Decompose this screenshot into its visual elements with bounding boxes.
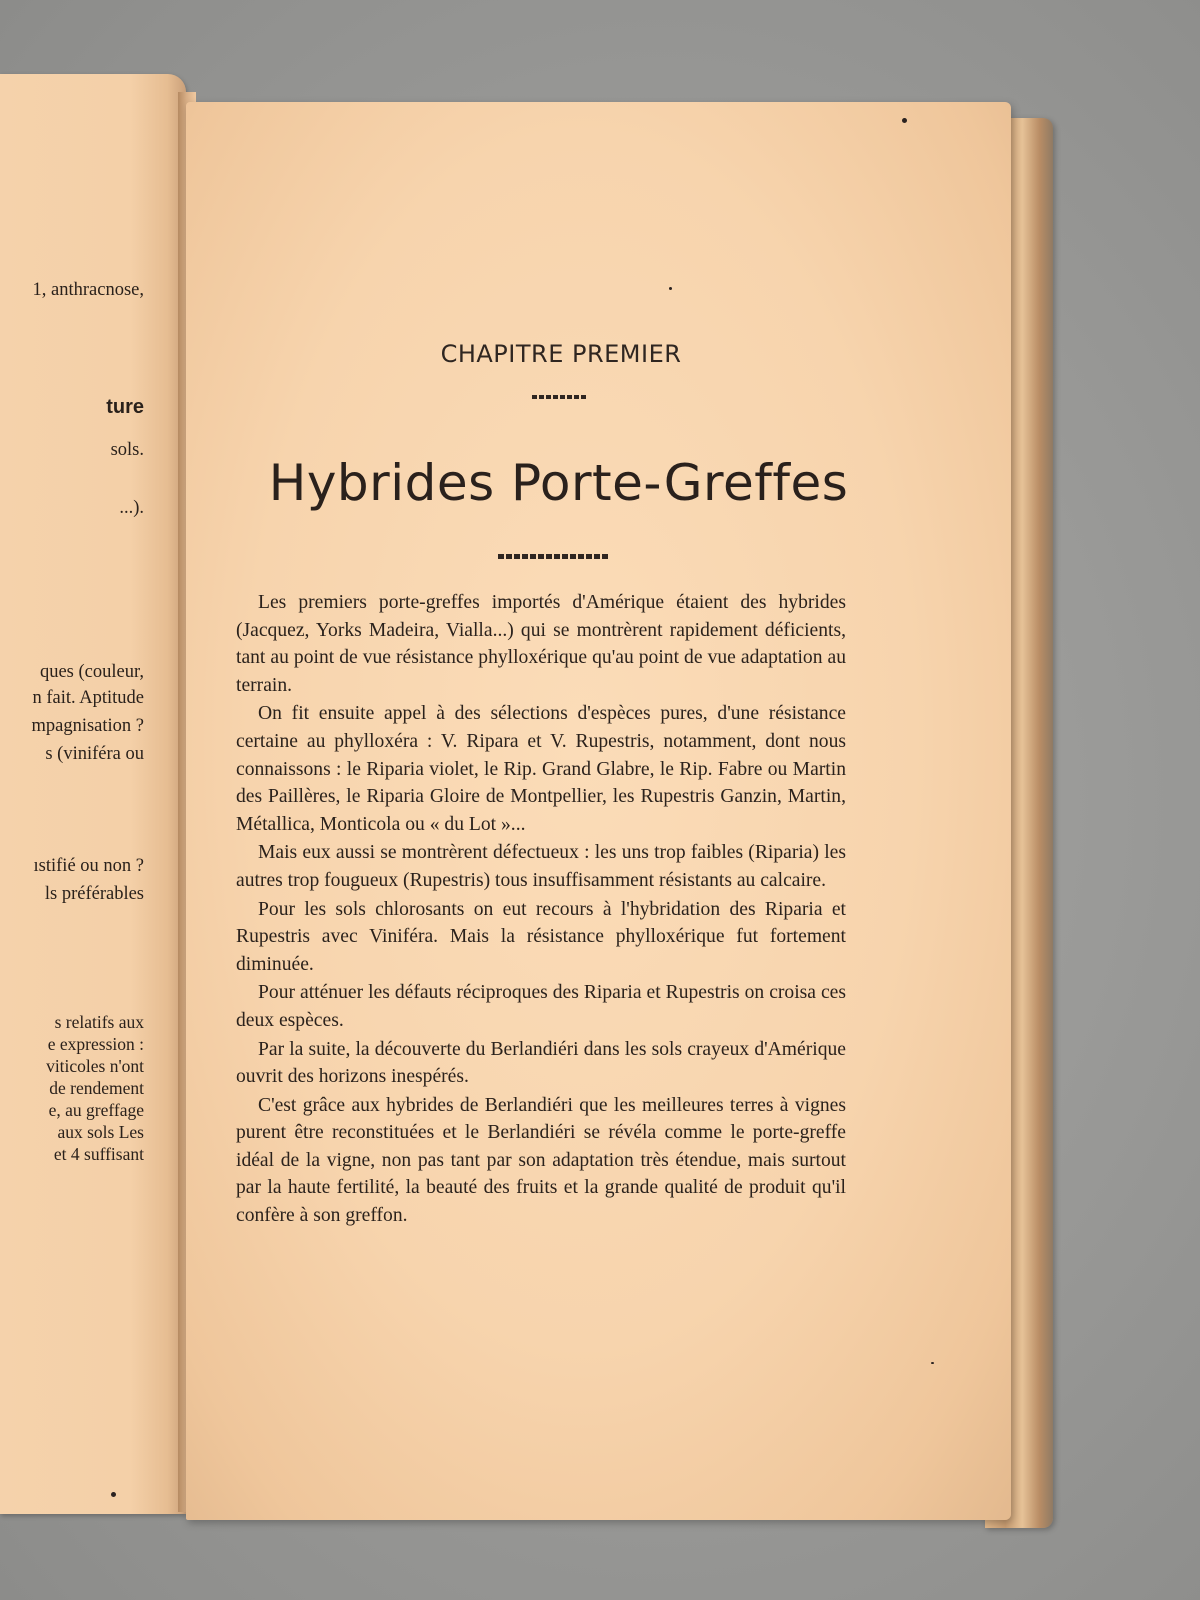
paper-speck bbox=[669, 287, 672, 290]
paragraph: On fit ensuite appel à des sélections d'espèces pures, d'une résistance certaine au phylloxéra : V. Ripara et V. Rupestris, notamment, dont nous connaissons : le Riparia violet, le Rip. Grand Glabre, le Rip. Fabre ou Martin des Paillères, le Riparia Gloire de Montpellier, les Rupestris Ganzin, Martin, Métallica, Monticola ou « du Lot »... bbox=[236, 703, 846, 835]
left-page-line: ...). bbox=[119, 498, 144, 518]
left-page-line: ques (couleur, bbox=[39, 662, 144, 682]
left-page-line: viticoles n'ont bbox=[46, 1056, 144, 1076]
left-page-line: s relatifs aux bbox=[54, 1012, 144, 1032]
left-page-line: s (viniféra ou bbox=[45, 744, 144, 764]
left-page-line: aux sols Les bbox=[57, 1122, 144, 1142]
paragraph: Mais eux aussi se montrèrent défectueux : les uns trop faibles (Riparia) les autres trop fougueux (Rupestris) tous insuffisamment résistants au calcaire. bbox=[236, 842, 846, 891]
ornament-divider-small bbox=[532, 395, 586, 399]
chapter-title: Hybrides Porte-Greffes bbox=[268, 454, 849, 512]
paper-speck bbox=[111, 1492, 116, 1497]
left-page bbox=[0, 74, 186, 1514]
paper-speck bbox=[931, 1362, 934, 1364]
left-page-line: e expression : bbox=[47, 1034, 144, 1054]
left-page-line: ıstifié ou non ? bbox=[33, 856, 144, 876]
paper-speck bbox=[902, 118, 907, 123]
paragraph: C'est grâce aux hybrides de Berlandiéri que les meilleures terres à vignes purent être reconstituées et le Berlandiéri se révéla comme le porte-greffe idéal de la vigne, non pas tant par son adaptation très étendue, mais surtout par la haute fertilité, la beauté des fruits et la grande qualité de produit qu'il confère à son greffon. bbox=[236, 1094, 846, 1227]
left-page-line: 1, anthracnose, bbox=[32, 280, 144, 300]
left-page-line: et 4 suffisant bbox=[53, 1144, 144, 1164]
left-page-line: n fait. Aptitude bbox=[32, 688, 144, 708]
paragraph: Pour atténuer les défauts réciproques des Riparia et Rupestris on croisa ces deux espèces. bbox=[236, 982, 846, 1031]
left-page-line: e, au greffage bbox=[48, 1100, 144, 1120]
paragraph: Pour les sols chlorosants on eut recours à l'hybridation des Riparia et Rupestris avec Viniféra. Mais la résistance phylloxérique fut fortement diminuée. bbox=[236, 898, 846, 975]
chapter-label: CHAPITRE PREMIER bbox=[440, 340, 682, 368]
left-page-line: de rendement bbox=[49, 1078, 144, 1098]
paragraph: Les premiers porte-greffes importés d'Amérique étaient des hybrides (Jacquez, Yorks Madeira, Vialla...) qui se montrèrent rapidement déficients, tant au point de vue résistance phylloxérique qu'au point de vue adaptation au terrain. bbox=[236, 592, 846, 696]
right-page bbox=[186, 102, 1011, 1520]
left-page-line: mpagnisation ? bbox=[31, 716, 144, 736]
left-page-line: ls préférables bbox=[44, 884, 144, 904]
ornament-divider-large bbox=[498, 554, 609, 559]
left-page-line: sols. bbox=[110, 440, 144, 460]
paragraph: Par la suite, la découverte du Berlandiéri dans les sols crayeux d'Amérique ouvrit des horizons inespérés. bbox=[236, 1038, 846, 1088]
left-page-heading: ture bbox=[106, 396, 144, 418]
chapter-body bbox=[236, 589, 846, 1230]
